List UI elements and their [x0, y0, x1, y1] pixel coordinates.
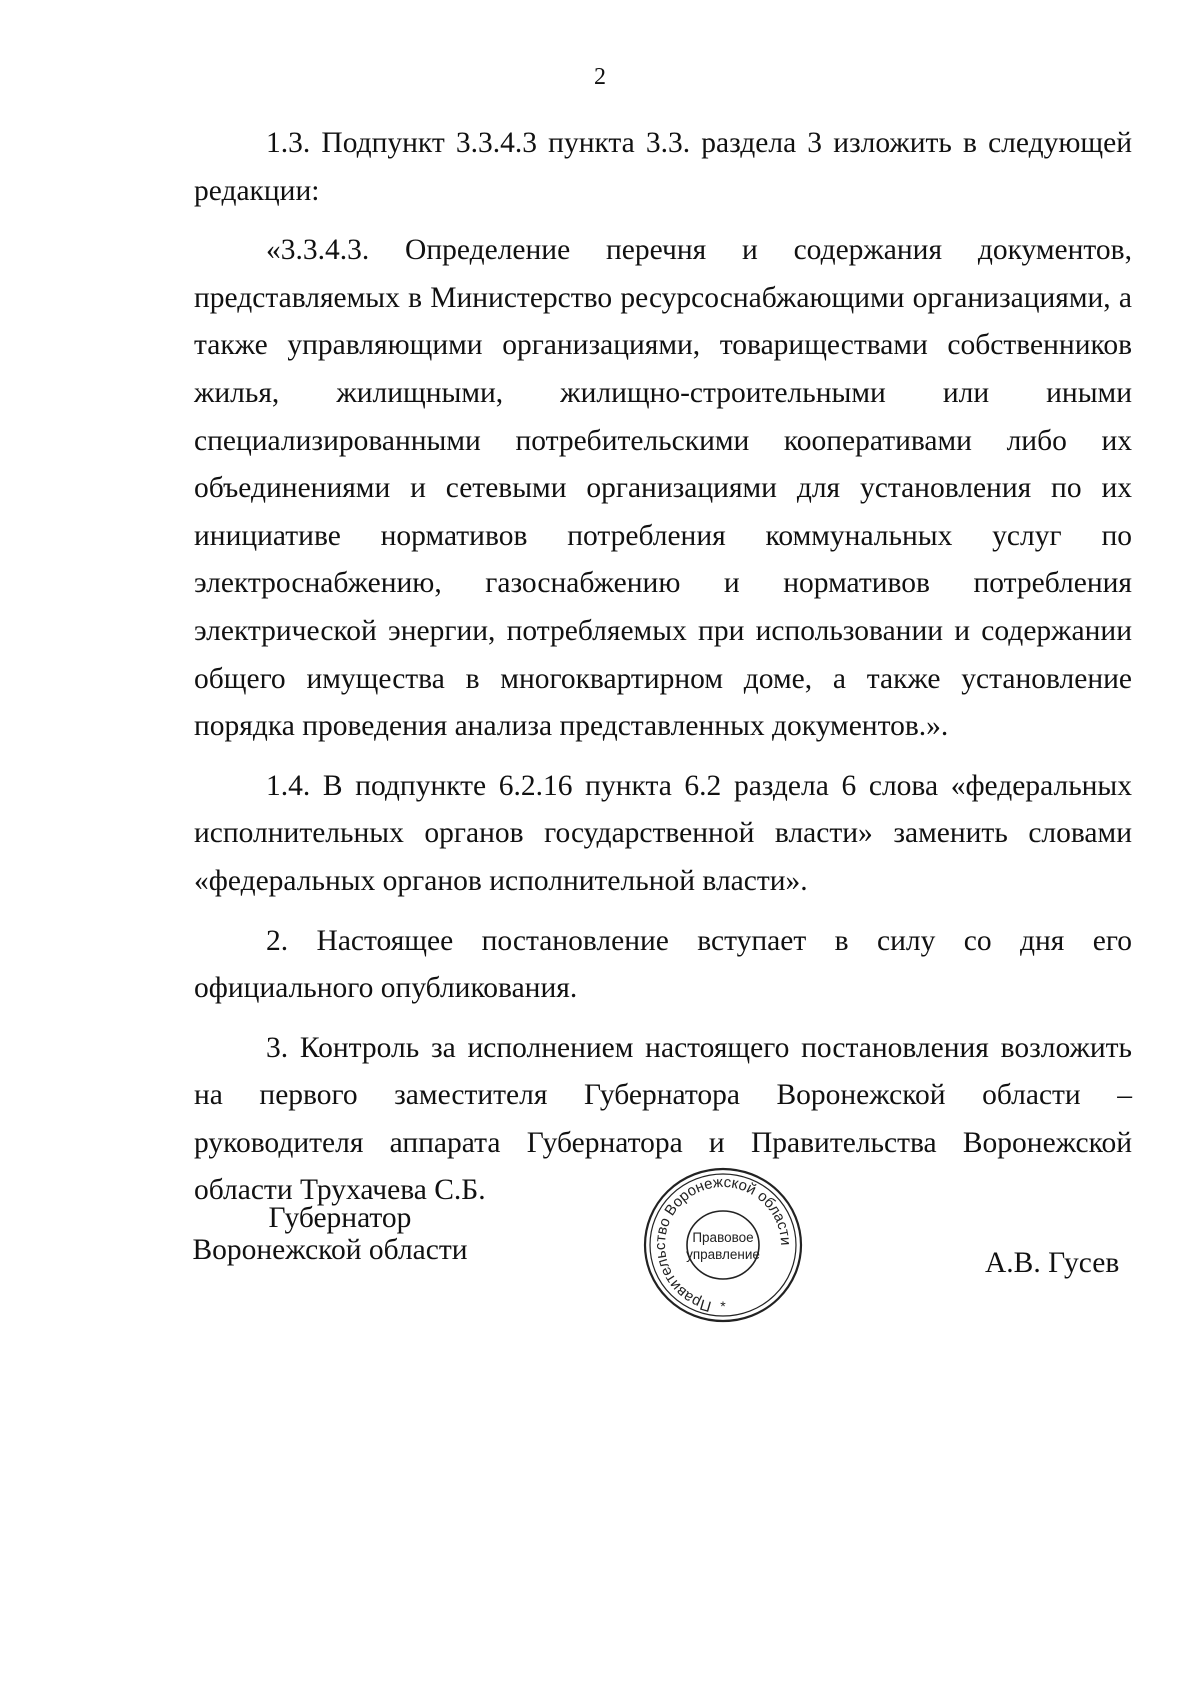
paragraph-3: 3. Контроль за исполнением настоящего постановления возложить на первого заместителя Губернатора Воронежской области – руководителя аппарата Губернатора и Правительства Воронежской области Трухачева С.Б. — [194, 1031, 1132, 1207]
paragraph-1-4: 1.4. В подпункте 6.2.16 пункта 6.2 раздела 6 слова «федеральных исполнительных органов государственной власти» заменить словами «федеральных органов исполнительной власти». — [194, 769, 1132, 897]
signatory-title — [190, 1202, 470, 1266]
stamp-inner-line2: управление — [686, 1247, 760, 1262]
stamp-star: * — [720, 1298, 726, 1314]
stamp-outer-text: Правительство Воронежской области — [651, 1173, 795, 1315]
stamp-inner-line1: Правовое — [692, 1230, 754, 1245]
signatory-title-line2: Воронежской области — [192, 1234, 468, 1266]
signature-block — [0, 1165, 1200, 1325]
document-body — [194, 120, 1132, 1227]
paragraph-3-3-4-3: «3.3.4.3. Определение перечня и содержания документов, представляемых в Министерство ресурсоснабжающими организациями, а также управляющими организациями, товариществами собственников жилья, жилищными, жилищно-строительными или иными специализированными потребительскими кооперативами либо их объединениями и сетевыми организациями для установления по их инициативе нормативов потребления коммунальных услуг по электроснабжению, газоснабжению и нормативов потребления электрической энергии, потребляемых при использовании и содержании общего имущества в многоквартирном доме, а также установление порядка проведения анализа представленных документов.». — [194, 234, 1132, 743]
signatory-title-line1: Губернатор — [268, 1202, 412, 1234]
paragraph-2: 2. Настоящее постановление вступает в силу со дня его официального опубликования. — [194, 924, 1132, 1005]
paragraph-1-3: 1.3. Подпункт 3.3.4.3 пункта 3.3. раздела 3 изложить в следующей редакции: — [194, 127, 1132, 207]
signatory-name: А.В. Гусев — [985, 1247, 1120, 1279]
official-seal-stamp — [638, 1165, 808, 1325]
page-number: 2 — [594, 64, 606, 90]
